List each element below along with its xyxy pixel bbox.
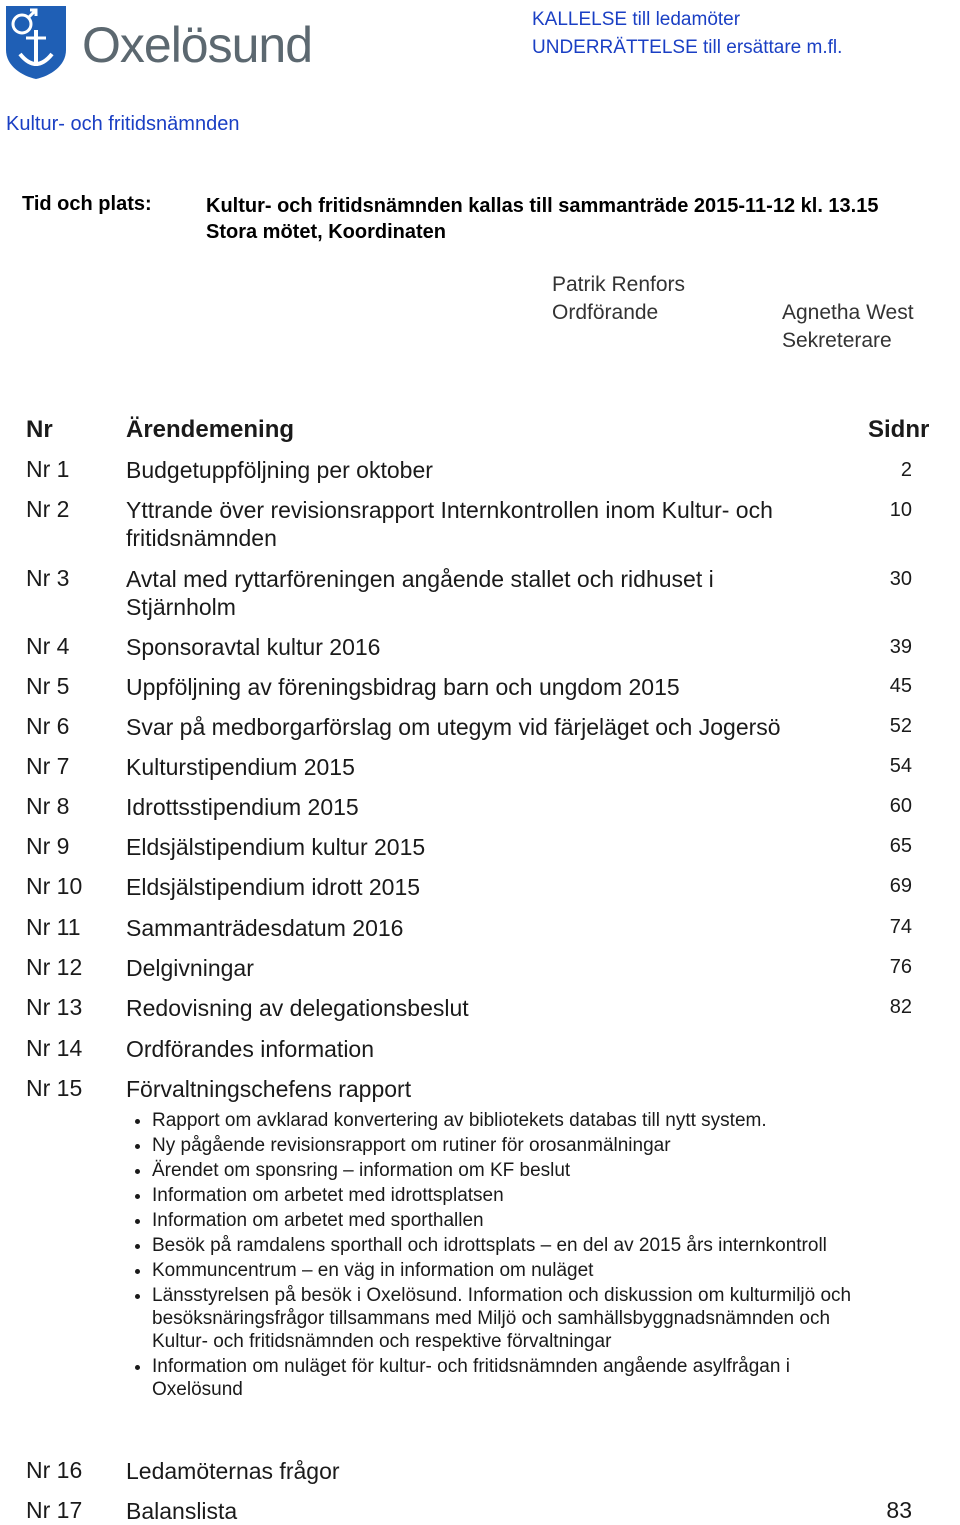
agenda-page: 82 [889,996,912,1018]
notice-block [532,6,842,62]
agenda-nr: Nr 9 [26,833,70,859]
agenda-page: 69 [889,875,912,897]
agenda-title: Eldsjälstipendium kultur 2015 [126,834,426,860]
agenda-page: 83 [886,1497,912,1523]
list-item: • Ny pågående revisionsrapport om rutiner för orosanmälningar [152,1134,862,1157]
agenda-title: Svar på medborgarförslag om utegym vid färjeläget och Jogersö [126,714,781,740]
time-place-value [206,193,951,245]
logo-wordmark: Oxelösund [82,17,313,73]
notice-line-2: UNDERRÄTTELSE till ersättare m.fl. [532,37,843,58]
agenda-nr: Nr 3 [26,565,70,591]
secretary-signature [782,299,914,355]
agenda-page: 54 [889,755,912,777]
notice-line-1: KALLELSE till ledamöter [532,9,741,30]
agenda-nr: Nr 2 [26,496,70,522]
agenda-title: Redovisning av delegationsbeslut [126,995,469,1021]
agenda-page: 74 [889,916,912,938]
agenda-title: Förvaltningschefens rapport [126,1076,412,1102]
secretary-role: Sekreterare [782,329,892,352]
agenda-nr: Nr 5 [26,673,70,699]
list-item: • Rapport om avklarad konvertering av bibliotekets databas till nytt system. [152,1109,862,1132]
agenda-nr: Nr 11 [26,914,81,940]
time-place-label: Tid och plats: [22,193,152,215]
column-header-nr: Nr [26,416,53,443]
agenda-title: Balanslista [126,1498,238,1524]
agenda-nr: Nr 1 [26,456,70,482]
agenda-title: Delgivningar [126,955,254,981]
agenda-page: 65 [889,835,912,857]
meeting-line-2: Stora mötet, Koordinaten [206,221,447,243]
report-bullet-list [126,1109,862,1403]
agenda-nr: Nr 6 [26,713,70,739]
agenda-nr: Nr 13 [26,994,83,1020]
chair-role: Ordförande [552,301,659,324]
agenda-title: Ordförandes information [126,1036,375,1062]
agenda-page: 30 [889,568,912,590]
agenda-nr: Nr 17 [26,1497,83,1523]
agenda-page: 39 [889,636,912,658]
agenda-title: Ledamöternas frågor [126,1458,340,1484]
agenda-page: 10 [889,499,912,521]
agenda-page: 2 [900,459,912,481]
agenda-title: Yttrande över revisionsrapport Internkontrollen inom Kultur- och fritidsnämnden [126,497,773,551]
list-item: • Kommuncentrum – en väg in information om nuläget [152,1259,862,1282]
agenda-title: Budgetuppföljning per oktober [126,457,433,483]
agenda-page: 76 [889,956,912,978]
agenda-nr: Nr 12 [26,954,83,980]
agenda-nr: Nr 10 [26,873,83,899]
agenda-title: Idrottsstipendium 2015 [126,794,359,820]
agenda-nr: Nr 16 [26,1457,83,1483]
agenda-nr: Nr 8 [26,793,70,819]
secretary-name: Agnetha West [782,301,914,324]
list-item: • Information om arbetet med sporthallen [152,1209,862,1232]
agenda-title: Eldsjälstipendium idrott 2015 [126,874,421,900]
agenda-nr: Nr 14 [26,1035,83,1061]
list-item: • Besök på ramdalens sporthall och idrottsplats – en del av 2015 års internkontroll [152,1234,862,1257]
chair-signature [552,271,685,327]
agenda-title: Avtal med ryttarföreningen angående stallet och ridhuset i Stjärnholm [126,566,714,620]
column-header-title: Ärendemening [126,416,295,443]
agenda-title: Kulturstipendium 2015 [126,754,355,780]
list-item: • Ärendet om sponsring – information om KF beslut [152,1159,862,1182]
agenda-page: 52 [889,715,912,737]
column-header-page: Sidnr [868,416,930,443]
agenda-title: Sponsoravtal kultur 2016 [126,634,381,660]
agenda-title: Uppföljning av föreningsbidrag barn och ungdom 2015 [126,674,680,700]
agenda-nr: Nr 7 [26,753,70,779]
list-item: • Länsstyrelsen på besök i Oxelösund. Information och diskussion om kulturmiljö och besöksnäringsfrågor tillsammans med Miljö och samhällsbyggnadsnämnden och Kultur- och fritidsnämnden och respektive förvaltningar [152,1284,862,1353]
agenda-title: Sammanträdesdatum 2016 [126,915,404,941]
agenda-nr: Nr 15 [26,1075,83,1101]
agenda-page: 45 [889,675,912,697]
agenda-nr: Nr 4 [26,633,70,659]
meeting-line-1: Kultur- och fritidsnämnden kallas till sammanträde 2015-11-12 kl. 13.15 [206,195,879,217]
list-item: • Information om nuläget för kultur- och fritidsnämnden angående asylfrågan i Oxelösund [152,1355,862,1401]
chair-name: Patrik Renfors [552,273,686,296]
municipality-logo [4,4,68,80]
committee-name: Kultur- och fritidsnämnden [6,113,240,135]
agenda-page: 60 [889,795,912,817]
list-item: • Information om arbetet med idrottsplatsen [152,1184,862,1207]
